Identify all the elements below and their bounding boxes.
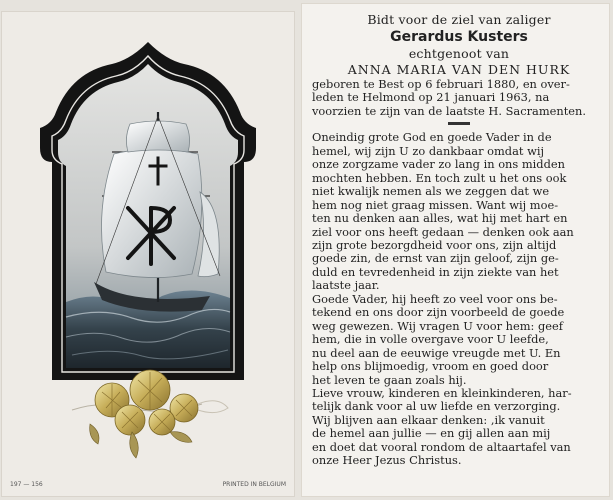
illustration [2,12,294,496]
prayer-line: het leven te gaan zoals hij. [312,372,467,387]
text-body [312,12,606,468]
prayer-line: weg gewezen. Wij vragen U voor hem: geef [312,318,563,333]
prayer-line: duld en tevredenheid in zijn ziekte van het [312,264,559,279]
illustration-panel [2,12,294,496]
text-panel [302,4,609,496]
prayer-line: niet kwalijk nemen als we zeggen dat we [312,184,550,199]
printer-mark: PRINTED IN BELGIUM [222,481,286,488]
prayer-line: ziel voor ons heeft gedaan — denken ook aan [312,224,574,239]
chrysanthemum-icon [72,370,228,458]
prayer-line: Goede Vader, hij heeft zo veel voor ons be- [312,291,558,306]
bio-paragraph [312,78,606,118]
prayer-text [312,131,606,467]
prayer-line: hemel, wij zijn U zo dankbaar omdat wij [312,143,545,158]
prayer-line: Wij blijven aan elkaar denken: ,ik vanuit [312,412,545,427]
print-code: 197 — 156 [10,481,43,488]
prayer-line: hem nog niet graag missen. Want wij moe- [312,197,559,212]
bio-line: voorzien te zijn van de laatste H. Sacramenten. [312,103,586,118]
prayer-line: zijn grote bezorgdheid voor ons, zijn altijd [312,237,557,252]
prayer-line: onze zorgzame vader zo lang in ons midden [312,157,565,172]
prayer-line: en doet dat vooral rondom de altaartafel van [312,439,571,454]
divider [448,122,470,125]
prayer-line: goede zin, de ernst van zijn geloof, zijn ge- [312,251,559,266]
spouse-name: ANNA MARIA VAN DEN HURK [347,62,571,77]
prayer-line: telijk dank voor al uw liefde en verzorging. [312,399,561,414]
prayer-line: onze Heer Jezus Christus. [312,453,462,468]
prayer-line: mochten hebben. En toch zult u het ons ook [312,170,567,185]
prayer-line: help ons blijmoedig, vroom en goed door [312,359,549,374]
top-sail [126,121,189,152]
prayer-line: ten nu denken aan alles, wat hij met hart en [312,211,568,226]
prayer-line: nu deel aan de eeuwige vreugde met U. En [312,345,561,360]
prayer-line: de hemel aan jullie — en gij allen aan mij [312,426,551,441]
spouse-label: echtgenoot van [408,46,510,61]
bio-line: geboren te Best op 6 februari 1880, en over- [312,77,570,91]
prayer-line: Lieve vrouw, kinderen en kleinkinderen, har- [312,385,572,400]
bio-line: leden te Helmond op 21 januari 1963, na [312,90,550,105]
deceased-name: Gerardus Kusters [390,29,528,45]
prayer-line: tekend en ons door zijn voorbeeld de goede [312,305,565,320]
intro-line: Bidt voor de ziel van zaliger [367,12,551,27]
prayer-line: hem, die in volle overgave voor U leefde, [312,332,549,347]
prayer-line: Oneindig grote God en goede Vader in de [312,130,552,145]
prayer-line: laatste jaar. [312,278,380,293]
